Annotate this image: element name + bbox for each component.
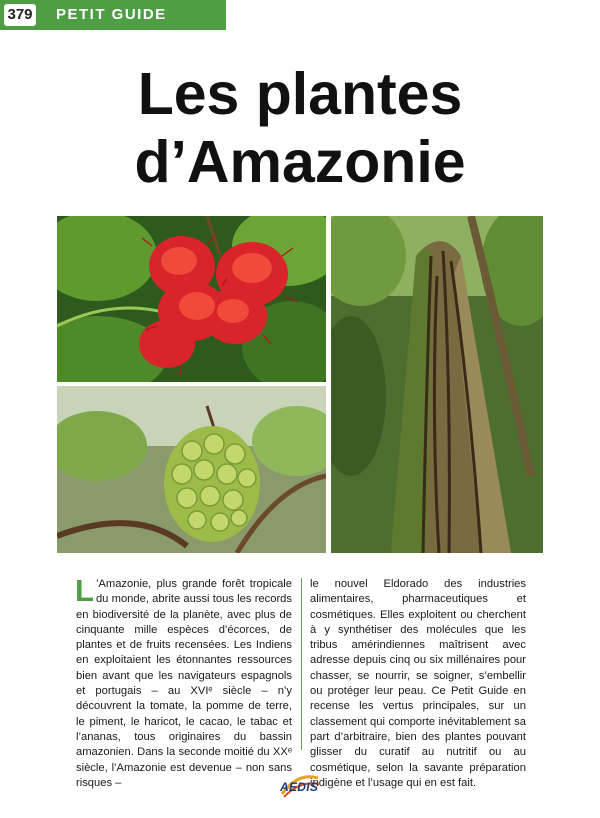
title-line-2: d’Amazonie	[134, 129, 466, 195]
logo-text: AEDIS	[280, 780, 319, 794]
text-column-2: le nouvel Eldorado des industries alimentaires, pharmaceutiques et cosmétiques. Elles exploitent ou cherchent à y synthétiser des molécules que les tribus amérindiennes maîtrisent avec adresse depuis cinq ou six millénaires pour chasser, se nourrir, se soigner, s’embellir ou protéger leur peau. Ce Petit Guide en recense les vertus principales, sur un classement qui comporte inévitablement sa part d’arbitraire, bien des plantes pouvant glisser du curatif au nutritif ou au cosmétique, selon la savante préparation indigène et l’usage qui en est fait.	[310, 578, 526, 789]
title-line-1: Les plantes	[137, 61, 463, 127]
drop-cap: L	[75, 573, 94, 608]
page-title	[0, 60, 600, 196]
text-column-1	[75, 573, 292, 791]
series-label: PETIT GUIDE	[56, 6, 167, 23]
publisher-logo	[278, 772, 322, 800]
photo-roucou-fruits	[57, 216, 326, 382]
photo-custard-apple	[57, 386, 326, 553]
guide-number: 379	[4, 4, 36, 26]
text-column-1-body: ’Amazonie, plus grande forêt tropicale du monde, abrite aussi tous les records en biodiversité de la planète, avec plus de cinquante mille espèces d’écorces, de plantes et de fruits recensées. Les Indiens en exploitaient les étonnantes ressources bien avant que les navigateurs espagnols et portugais – au XVIᵉ siècle – n’y découvrent la tomate, la pomme de terre, le piment, le haricot, le cacao, le tabac et l’ananas, tous originaires du bassin amazonien. Dans la seconde moitié du XXᵉ siècle, l’Amazonie est devenue – non sans risques –	[76, 578, 292, 789]
column-divider	[301, 578, 302, 750]
series-banner	[0, 0, 226, 30]
photo-tree-trunk	[331, 216, 543, 553]
